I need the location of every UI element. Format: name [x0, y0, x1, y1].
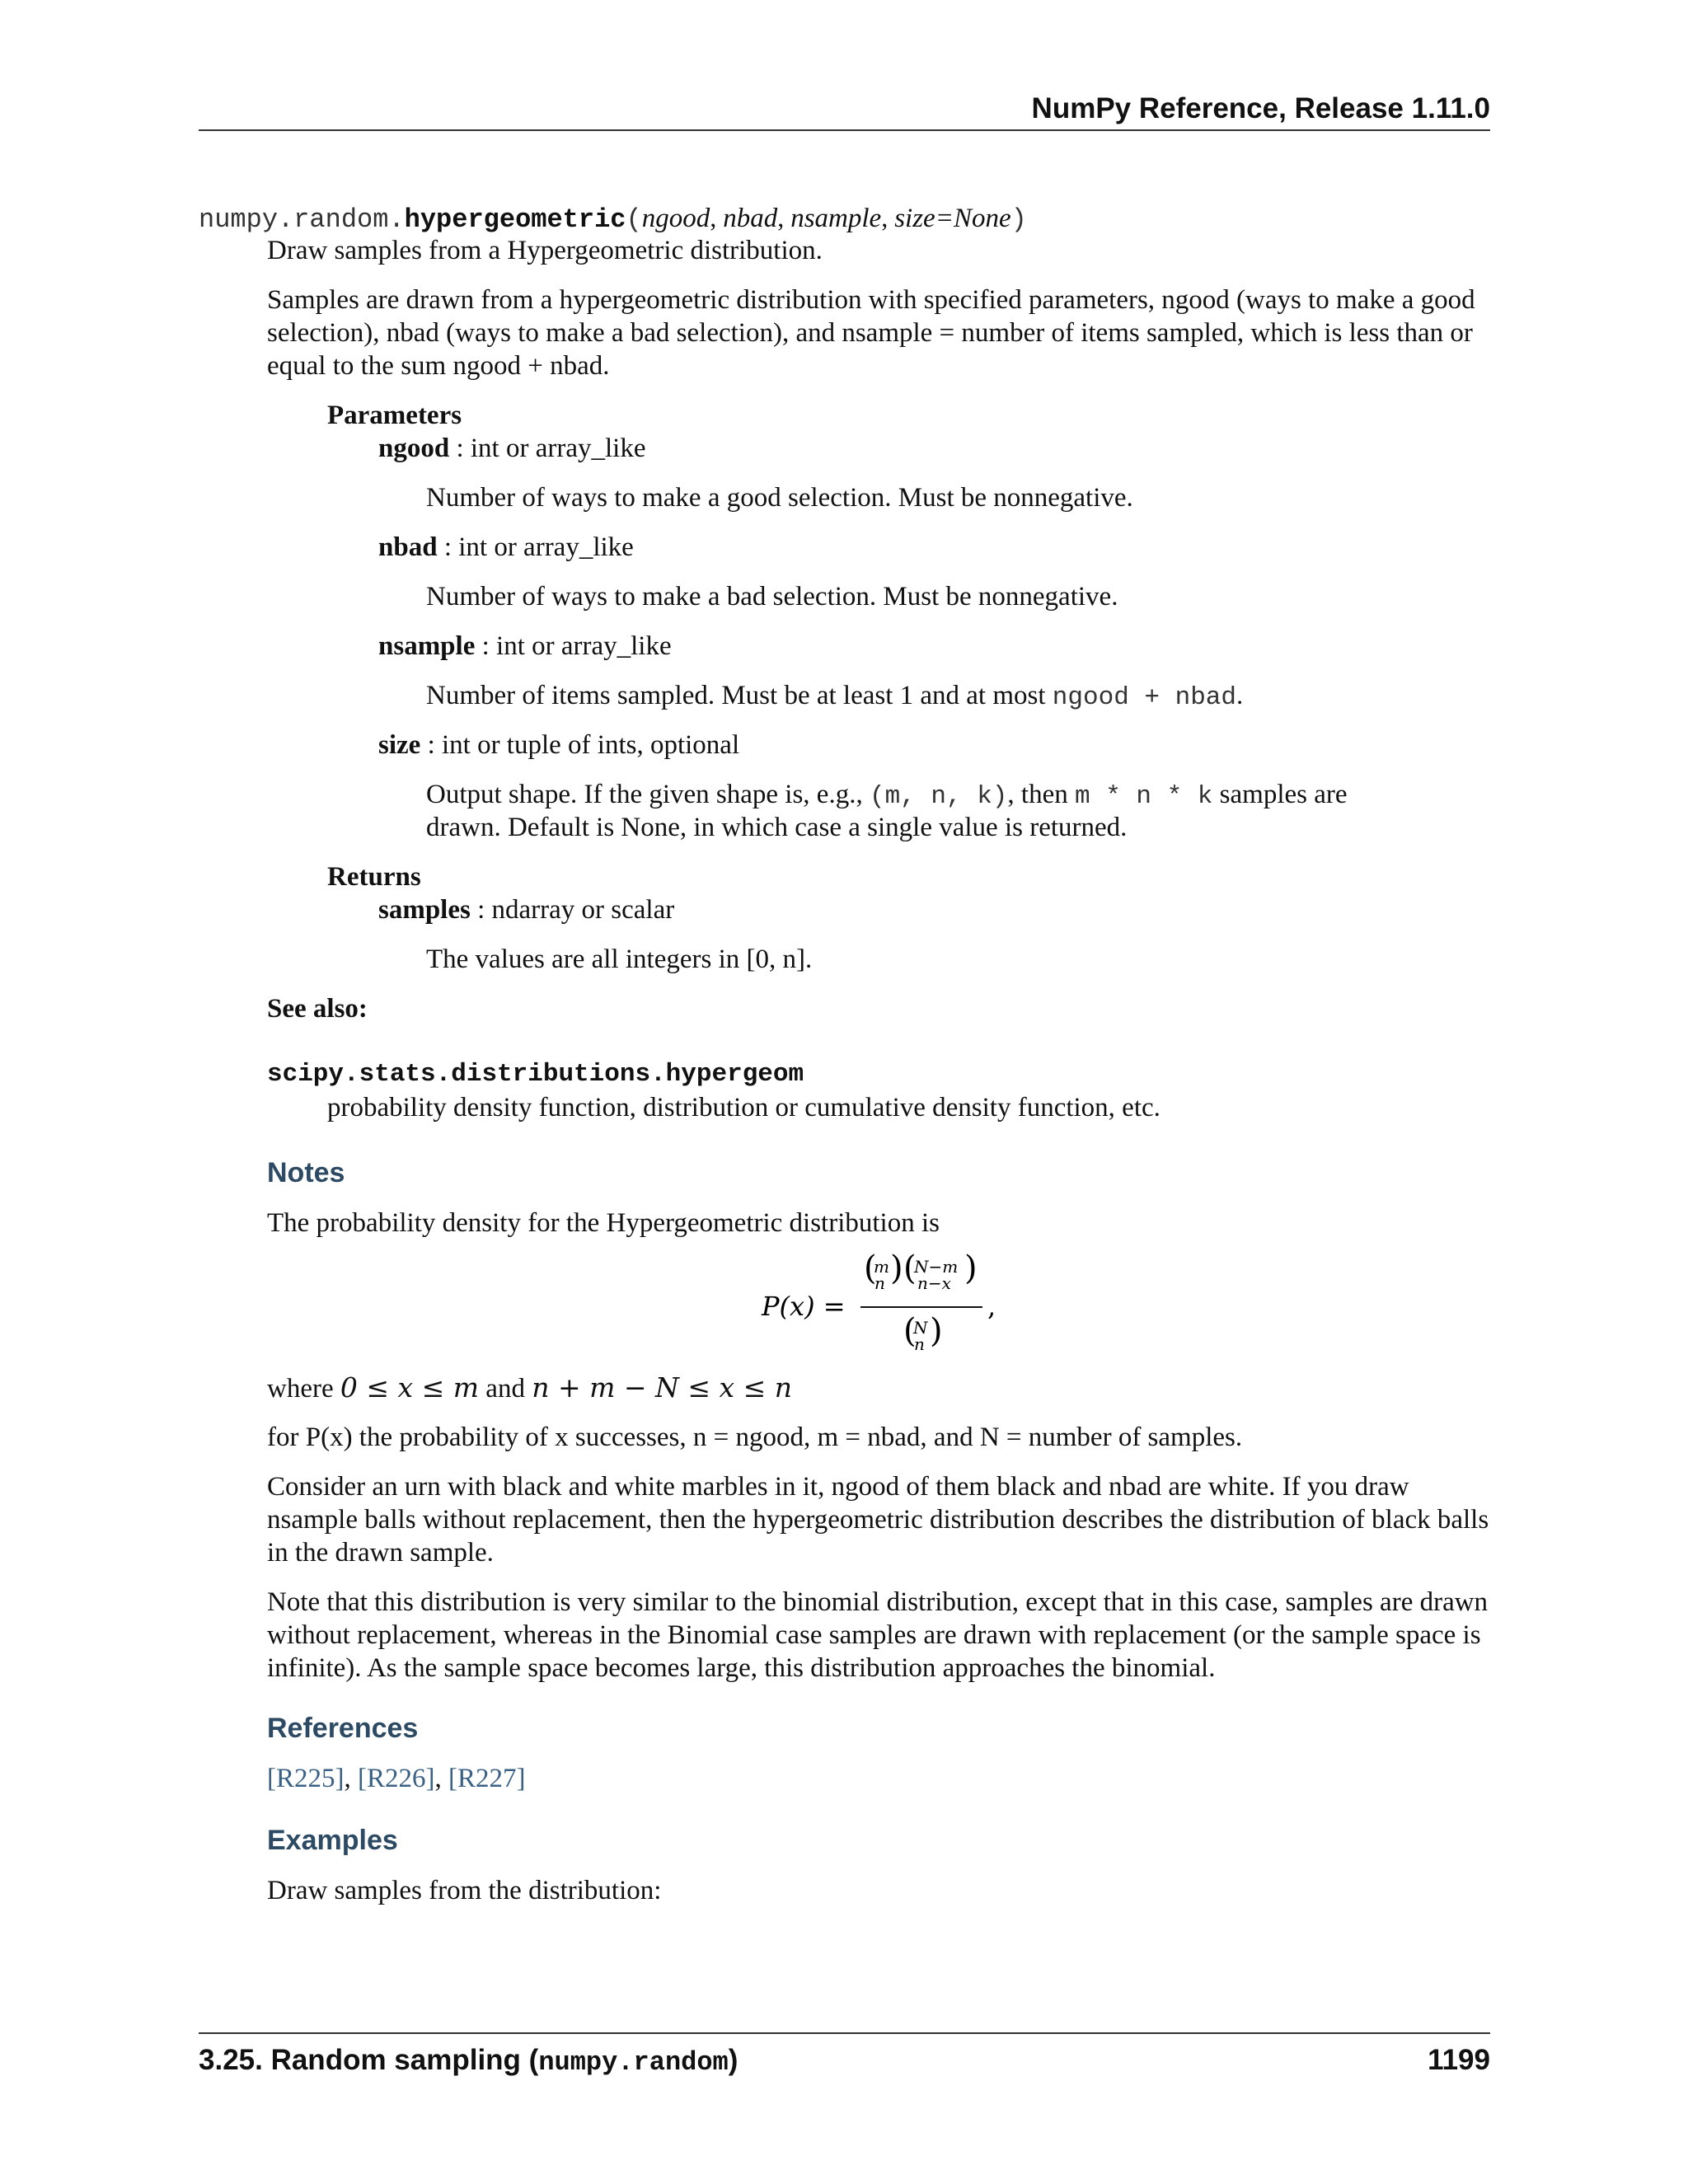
return-desc: The values are all integers in [0, n].: [426, 944, 813, 974]
description: Samples are drawn from a hypergeometric distribution with specified parameters, ngood (ways to make a good selection), nbad (ways to make a bad selection), and nsample = number of items sampled, which is less than or equal to the sum ngood + nbad.: [267, 285, 1475, 381]
paren-open-1: (: [864, 1251, 877, 1287]
footer-rule: [199, 2032, 1490, 2034]
footer-section: [199, 2044, 738, 2078]
inline-code: m * n * k: [1074, 782, 1213, 811]
examples-heading: Examples: [267, 1825, 398, 1856]
return-name: samples: [378, 895, 471, 925]
binom1-bottom: n: [874, 1273, 885, 1293]
page-number: 1199: [1428, 2044, 1490, 2076]
formula-lhs: P(x) =: [762, 1291, 846, 1322]
notes-p4: Note that this distribution is very similar to the binomial distribution, except that in this case, samples are drawn without replacement, whereas in the Binomial case samples are drawn with replacement (or the sample space is infinite). As the sample space becomes large, this distribution approaches the binomial.: [267, 1587, 1489, 1683]
running-header: NumPy Reference, Release 1.11.0: [1031, 92, 1490, 124]
param-nsample: nsample: [790, 204, 882, 233]
notes-intro: The probability density for the Hypergeometric distribution is: [267, 1208, 940, 1238]
desc-text: samples are: [1212, 780, 1348, 809]
param-size-desc-2: drawn. Default is None, in which case a single value is returned.: [426, 813, 1128, 842]
notes-heading: Notes: [267, 1157, 345, 1188]
notes-p3: Consider an urn with black and white marbles in it, ngood of them black and nbad are white. If you draw nsample balls without replacement, then the hypergeometric distribution describes the distribution of black balls in the drawn sample.: [267, 1472, 1489, 1568]
reference-link[interactable]: [R226]: [358, 1764, 435, 1793]
summary: Draw samples from a Hypergeometric distribution.: [267, 236, 823, 265]
reference-sep: ,: [434, 1764, 448, 1793]
param-name: nsample: [378, 631, 476, 661]
param-nsample-line: [378, 630, 672, 663]
paren-open-3: (: [903, 1312, 917, 1350]
paren-close-3: ): [930, 1312, 943, 1350]
paren-close-2: ): [964, 1251, 978, 1287]
reference-link[interactable]: [R225]: [267, 1764, 345, 1793]
param-ngood-desc: Number of ways to make a good selection. Must be nonnegative.: [426, 483, 1133, 513]
return-type: : ndarray or scalar: [470, 895, 675, 925]
inline-code: ngood + nbad: [1052, 683, 1237, 712]
reference-sep: ,: [344, 1764, 358, 1793]
see-also-link[interactable]: scipy.stats.distributions.hypergeom: [267, 1060, 804, 1089]
where-clause: [267, 1371, 792, 1405]
function-name: hypergeometric: [404, 204, 626, 235]
param-type: : int or tuple of ints, optional: [420, 730, 740, 760]
notes-p2: for P(x) the probability of x successes, n = ngood, m = nbad, and N = number of samples.: [267, 1422, 1243, 1452]
desc-text: Number of items sampled. Must be at least 1 and at most: [426, 681, 1053, 710]
reference-link[interactable]: [R227]: [448, 1764, 526, 1793]
where-text: where: [267, 1374, 340, 1404]
where-math-1: 0 ≤ x ≤ m: [340, 1371, 480, 1404]
function-signature: numpy.random.hypergeometric(ngood, nbad, nsample, size=None): [199, 203, 1027, 235]
paren-close-1: ): [890, 1251, 903, 1287]
denom-bottom: n: [914, 1334, 925, 1354]
desc-text: .: [1236, 681, 1244, 710]
desc-text: Output shape. If the given shape is, e.g.,: [426, 780, 870, 809]
binom2-top: N−m: [914, 1257, 959, 1277]
returns-label: Returns: [327, 862, 421, 892]
see-also-desc: probability density function, distribution or cumulative density function, etc.: [327, 1093, 1160, 1122]
param-ngood: ngood: [641, 204, 710, 233]
desc-text: , then: [1007, 780, 1075, 809]
param-nbad-desc: Number of ways to make a bad selection. Must be nonnegative.: [426, 582, 1118, 612]
module-path: numpy.random.: [199, 204, 405, 235]
inline-code: (m, n, k): [869, 782, 1008, 811]
param-size-line: [378, 729, 739, 762]
close-paren: ): [1010, 204, 1027, 235]
return-samples-line: [378, 893, 674, 926]
param-name: nbad: [378, 532, 438, 562]
paren-open-2: (: [903, 1251, 917, 1287]
param-name: size: [378, 730, 421, 760]
parameters-label: Parameters: [327, 401, 462, 430]
formula-comma: ,: [987, 1291, 996, 1322]
examples-text: Draw samples from the distribution:: [267, 1876, 662, 1905]
see-also-label: See also:: [267, 994, 368, 1024]
references-heading: References: [267, 1713, 419, 1744]
footer-close: ): [728, 2044, 738, 2076]
param-ngood-line: [378, 432, 645, 465]
denom-top: N: [913, 1318, 928, 1338]
where-and: and: [479, 1374, 532, 1404]
references-list: [267, 1762, 526, 1795]
param-nbad: nbad: [723, 204, 778, 233]
param-size-desc: [426, 778, 1348, 813]
footer-code: numpy.random: [538, 2047, 729, 2078]
param-size: size=None: [894, 204, 1011, 233]
header-rule: [199, 129, 1490, 131]
param-type: : int or array_like: [475, 631, 672, 661]
pmf-formula: [742, 1251, 1022, 1355]
where-math-2: n + m − N ≤ x ≤ n: [532, 1371, 793, 1404]
param-name: ngood: [378, 434, 450, 463]
footer-section-text: 3.25. Random sampling (: [199, 2044, 539, 2076]
binom1-top: m: [874, 1257, 889, 1277]
param-nsample-desc: [426, 679, 1243, 715]
param-type: : int or array_like: [437, 532, 634, 562]
binom2-bottom: n−x: [917, 1273, 951, 1293]
param-nbad-line: [378, 531, 634, 564]
open-paren: (: [626, 204, 642, 235]
param-type: : int or array_like: [449, 434, 646, 463]
